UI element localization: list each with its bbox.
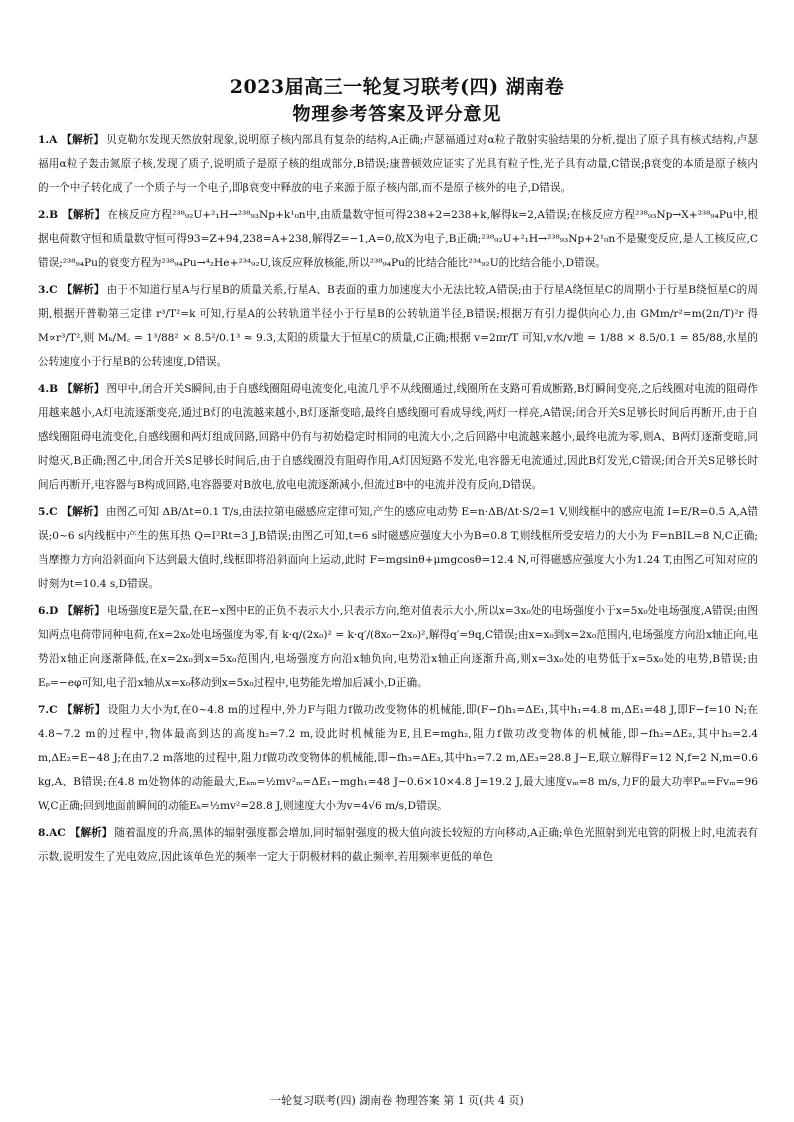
item-number: 6. <box>38 605 50 617</box>
answer-item-2 <box>38 203 758 275</box>
item-tag: 【解析】 <box>69 827 113 839</box>
item-text: 由图乙可知 ΔB/Δt=0.1 T/s,由法拉第电磁感应定律可知,产生的感应电动势 E=n·ΔB/Δt·S/2=1 V,则线框中的感应电流 I=E/R=0.5 A,A错误;0~6 s内线框中产生的焦耳热 Q=I²Rt=3 J,B错误;由图乙可知,t=6 s时磁感应强度大小为B=0.8 T,则线框所受安培力的大小为 F=nBIL=8 N,C正确;当摩擦力方向沿斜面向下达到最大值时,线框即将沿斜面向上运动,此时 F=mgsinθ+μmgcosθ=12.4 N,可得磁感应强度大小为1.24 T,由图乙可知对应的时刻为t=10.4 s,D错误。 <box>38 506 758 590</box>
item-number: 8. <box>38 827 50 839</box>
answer-list <box>38 128 758 872</box>
item-tag: 【解析】 <box>62 383 105 395</box>
item-text: 贝克勒尔发现天然放射现象,说明原子核内部具有复杂的结构,A正确;卢瑟福通过对α粒子散射实验结果的分析,提出了原子具有核式结构,卢瑟福用α粒子轰击氮原子核,发现了质子,说明质子是原子核的组成部分,B错误;康普顿效应证实了光具有粒子性,光子具有动量,C错误;β衰变的本质是原子核内的一个中子转化成了一个质子与一个电子,即β衰变中释放的电子来源于原子核内部,而不是原子核外的电子,D错误。 <box>38 134 759 194</box>
item-text: 由于不知道行星A与行星B的质量关系,行星A、B表面的重力加速度大小无法比较,A错误;由于行星A绕恒星C的周期小于行星B绕恒星C的周期,根据开普勒第三定律 r³/T²=k 可知,行星A的公转轨道半径小于行星B的公转轨道半径,B错误;根据万有引力提供向心力,由 GMm/r²=m(2π/T)²r 得 M∝r³/T²,则 Mₖ/M꜀ = 1³/88² × 8.5²/0.1³ ≈ 9.3,太阳的质量大于恒星C的质量,C正确;根据 v=2πr/T 可知,v水/v地 = 1/88 × 8.5/0.1 = 85/88,水星的公转速度小于行星B的公转速度,D错误。 <box>38 284 758 368</box>
item-number: 5. <box>38 506 50 518</box>
item-tag: 【解析】 <box>61 134 105 146</box>
item-text: 随着温度的升高,黑体的辐射强度都会增加,同时辐射强度的极大值向波长较短的方向移动,A正确;单色光照射到光电管的阴极上时,电流表有示数,说明发生了光电效应,因此该单色光的频率一定大于阴极材料的截止频率,若用频率更低的单色 <box>38 827 758 863</box>
document-title: 2023届高三一轮复习联考(四) 湖南卷 <box>229 76 565 98</box>
item-tag: 【解析】 <box>61 704 106 716</box>
item-number: 7. <box>38 704 50 716</box>
item-text: 图甲中,闭合开关S瞬间,由于自感线圈阻碍电流变化,电流几乎不从线圈通过,线圈所在支路可看成断路,B灯瞬间变亮,之后线圈对电流的阻碍作用越来越小,A灯电流逐渐变亮,通过B灯的电流越来越小,B灯逐渐变暗,最终自感线圈可看成导线,两灯一样亮,A错误;闭合开关S足够长时间后再断开,由于自感线圈阻碍电流变化,自感线圈和两灯组成回路,回路中仍有与初始稳定时相同的电流大小,之后回路中电流越来越小,最终电流为零,则A、B两灯逐渐变暗,同时熄灭,B正确;图乙中,闭合开关S足够长时间后,由于自感线圈没有阻碍作用,A灯因短路不发光,电容器无电流通过,因此B灯发光,C错误;闭合开关S足够长时间后再断开,电容器与B构成回路,电容器要对B放电,放电电流逐渐减小,但流过B中的电流并没有反向,D错误。 <box>38 383 758 491</box>
item-number: 3. <box>38 284 50 296</box>
document-subtitle: 物理参考答案及评分意见 <box>292 104 502 125</box>
item-tag: 【解析】 <box>62 605 105 617</box>
item-answer: B <box>49 383 59 395</box>
item-text: 在核反应方程²³⁸₉₂U+²₁H→²³⁸₉₃Np+k¹₀n中,由质量数守恒可得238+2=238+k,解得k=2,A错误;在核反应方程²³⁸₉₃Np→X+²³⁸₉₄Pu中,根据电荷数守恒和质量数守恒可得93=Z+94,238=A+238,解得Z=−1,A=0,故X为电子,B正确;²³⁸₉₂U+²₁H→²³⁸₉₃Np+2¹₀n不是聚变反应,是人工核反应,C错误;²³⁸₉₄Pu的衰变方程为²³⁸₉₄Pu→⁴₂He+²³⁴₉₂U,该反应释放核能,所以²³⁸₉₄Pu的比结合能比²³⁴₉₂U的比结合能小,D错误。 <box>38 209 759 269</box>
answer-item-3 <box>38 278 758 374</box>
answer-item-5 <box>38 500 758 596</box>
item-answer: AC <box>49 827 66 839</box>
page-footer: 一轮复习联考(四) 湖南卷 物理答案 第 1 页(共 4 页) <box>270 1094 524 1107</box>
item-tag: 【解析】 <box>62 209 106 221</box>
item-tag: 【解析】 <box>61 506 105 518</box>
answer-item-7 <box>38 698 758 818</box>
item-answer: A <box>49 134 58 146</box>
item-text: 设阻力大小为f,在0~4.8 m的过程中,外力F与阻力f做功改变物体的机械能,即(F−f)h₁=ΔE₁,其中h₁=4.8 m,ΔE₁=48 J,即F−f=10 N;在4.8~7.2 m的过程中,物体最高到达的高度h₂=7.2 m,设此时机械能为E,且E=mgh₂,阻力f做功改变物体的机械能,即−fh₂=ΔE₂,其中h₂=2.4 m,ΔE₂=E−48 J;在由7.2 m落地的过程中,阻力f做功改变物体的机械能,即−fh₃=ΔE₃,其中h₃=7.2 m,ΔE₃=28.8 J−E,联立解得F=12 N,f=2 N,m=0.6 kg,A、B错误;在4.8 m处物体的动能最大,Eₖₘ=½mv²ₘ=ΔE₁−mgh₁=48 J−0.6×10×4.8 J=19.2 J,最大速度vₘ=8 m/s,力F的最大功率Pₘ=Fvₘ=96 W,C正确;回到地面前瞬间的动能Eₖ=½mv²=28.8 J,则速度大小为v=4√6 m/s,D错误。 <box>38 704 759 812</box>
answer-item-6 <box>38 599 758 695</box>
item-number: 4. <box>38 383 50 395</box>
item-number: 1. <box>38 134 50 146</box>
item-answer: C <box>49 284 58 296</box>
answer-item-8 <box>38 821 758 869</box>
answer-item-4 <box>38 377 758 497</box>
item-answer: C <box>49 506 58 518</box>
item-number: 2. <box>38 209 50 221</box>
item-answer: C <box>49 704 58 716</box>
item-text: 电场强度E是矢量,在E−x图中E的正负不表示大小,只表示方向,绝对值表示大小,所以x=3x₀处的电场强度小于x=5x₀处电场强度,A错误;由图知两点电荷带同种电荷,在x=2x₀处电场强度为零,有 k·q/(2x₀)² = k·q′/(8x₀−2x₀)²,解得q′=9q,C错误;由x=x₀到x=2x₀范围内,电场强度方向沿x轴正向,电势沿x轴正向逐渐降低,在x=2x₀到x=5x₀范围内,电场强度方向沿x轴负向,电势沿x轴正向逐渐升高,则x=3x₀处的电势低于x=5x₀处的电势,B错误;由Eₚ=−eφ可知,电子沿x轴从x=x₀移动到x=5x₀过程中,电势能先增加后减小,D正确。 <box>38 605 758 689</box>
answer-item-1 <box>38 128 758 200</box>
item-answer: D <box>49 605 59 617</box>
item-answer: B <box>49 209 59 221</box>
item-tag: 【解析】 <box>61 284 105 296</box>
